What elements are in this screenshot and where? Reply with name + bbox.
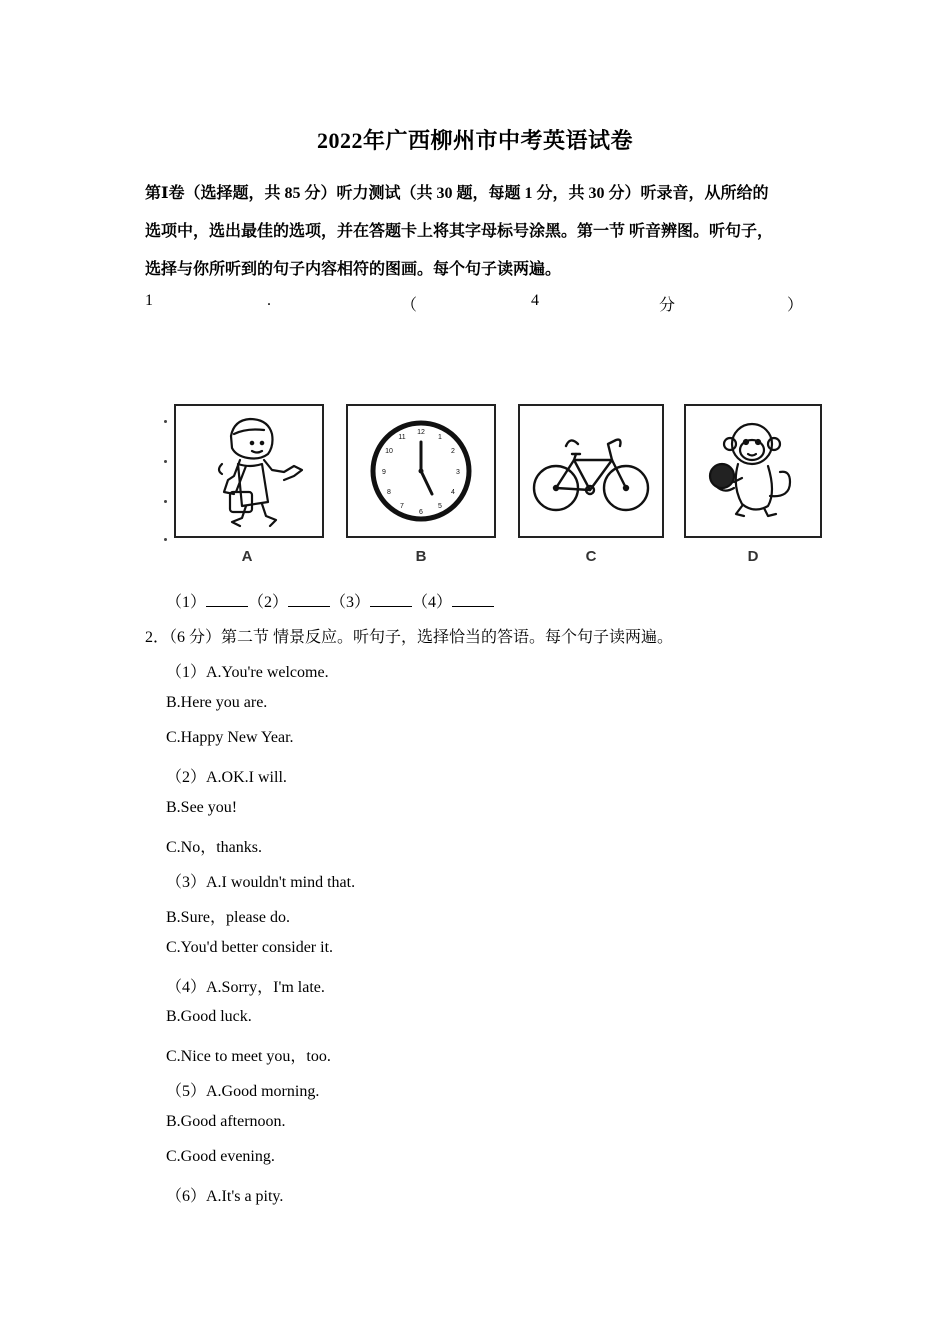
monkey-icon [686, 406, 820, 536]
q2-item-1-option-b: B.Here you are. [166, 694, 268, 711]
scan-mark [164, 538, 167, 541]
svg-text:9: 9 [382, 469, 386, 476]
scan-mark [164, 460, 167, 463]
q2-item-2-option-a: （2）A.OK.I will. [166, 769, 287, 786]
q2-item-2-option-c: C.No，thanks. [166, 839, 263, 856]
picture-options [160, 398, 825, 576]
picture-a-label: A [241, 548, 253, 565]
q2-item-2-option-b: B.See you! [166, 799, 238, 816]
svg-text:4: 4 [451, 489, 455, 496]
question-2-header: 2．（6 分）第二节 情景反应。听句子，选择恰当的答语。每个句子读两遍。 [145, 629, 674, 646]
q2-item-4-option-a: （4）A.Sorry，I'm late. [166, 979, 325, 996]
q2-item-5-option-a: （5）A.Good morning. [166, 1083, 320, 1100]
points-value: 4 [531, 292, 539, 309]
svg-text:7: 7 [400, 503, 404, 510]
q2-item-3-option-b: B.Sure，please do. [166, 909, 290, 926]
svg-text:6: 6 [419, 509, 423, 516]
q2-item-5-option-c: C.Good evening. [166, 1148, 275, 1165]
intro-line-1: 第Ⅰ卷（选择题，共 85 分）听力测试（共 30 题，每题 1 分，共 30 分）听录音，从所给的 [145, 185, 769, 202]
girl-with-bag-icon [176, 406, 322, 536]
picture-c-label: C [585, 548, 597, 565]
page-title: 2022年广西柳州市中考英语试卷 [316, 128, 633, 153]
picture-b-label: B [415, 548, 427, 565]
svg-text:8: 8 [387, 489, 391, 496]
intro-line-3: 选择与你所听到的句子内容相符的图画。每个句子读两遍。 [145, 261, 562, 278]
svg-text:11: 11 [398, 434, 406, 441]
q2-item-5-option-b: B.Good afternoon. [166, 1113, 286, 1130]
points-open-paren: （ [401, 297, 418, 314]
q2-item-3-option-c: C.You'd better consider it. [166, 939, 334, 956]
svg-text:12: 12 [417, 429, 425, 436]
q2-item-6-option-a: （6）A.It's a pity. [166, 1188, 284, 1205]
picture-d [684, 404, 822, 538]
answer-2-label: （2） [248, 594, 289, 611]
question-1-header [145, 292, 805, 314]
scan-mark [164, 500, 167, 503]
points-close-paren: ） [787, 297, 804, 314]
answer-2-blank[interactable] [288, 592, 330, 607]
answer-1-blank[interactable] [206, 592, 248, 607]
clock-icon [348, 406, 494, 536]
scan-mark [164, 420, 167, 423]
q2-item-4-option-c: C.Nice to meet you，too. [166, 1048, 331, 1065]
answer-4-blank[interactable] [452, 592, 494, 607]
picture-d-label: D [747, 548, 759, 565]
bicycle-icon [520, 406, 662, 536]
question-number: 1 [145, 292, 153, 309]
answer-3-blank[interactable] [370, 592, 412, 607]
question-dot: . [267, 292, 271, 309]
svg-text:2: 2 [451, 448, 455, 455]
answer-1-label: （1） [166, 594, 207, 611]
picture-b [346, 404, 496, 538]
q2-item-3-option-a: （3）A.I wouldn't mind that. [166, 874, 356, 891]
answer-3-label: （3） [330, 594, 371, 611]
svg-text:10: 10 [385, 448, 393, 455]
q2-item-1-option-a: （1）A.You're welcome. [166, 664, 329, 681]
intro-line-2: 选项中，选出最佳的选项，并在答题卡上将其字母标号涂黑。第一节 听音辨图。听句子， [145, 223, 774, 240]
points-unit: 分 [659, 297, 676, 314]
q2-item-1-option-c: C.Happy New Year. [166, 729, 294, 746]
svg-text:3: 3 [456, 469, 460, 476]
picture-a [174, 404, 324, 538]
picture-c [518, 404, 664, 538]
svg-text:1: 1 [438, 434, 442, 441]
q2-item-4-option-b: B.Good luck. [166, 1008, 252, 1025]
svg-text:5: 5 [438, 503, 442, 510]
answer-4-label: （4） [412, 594, 453, 611]
answer-blanks [166, 589, 494, 612]
